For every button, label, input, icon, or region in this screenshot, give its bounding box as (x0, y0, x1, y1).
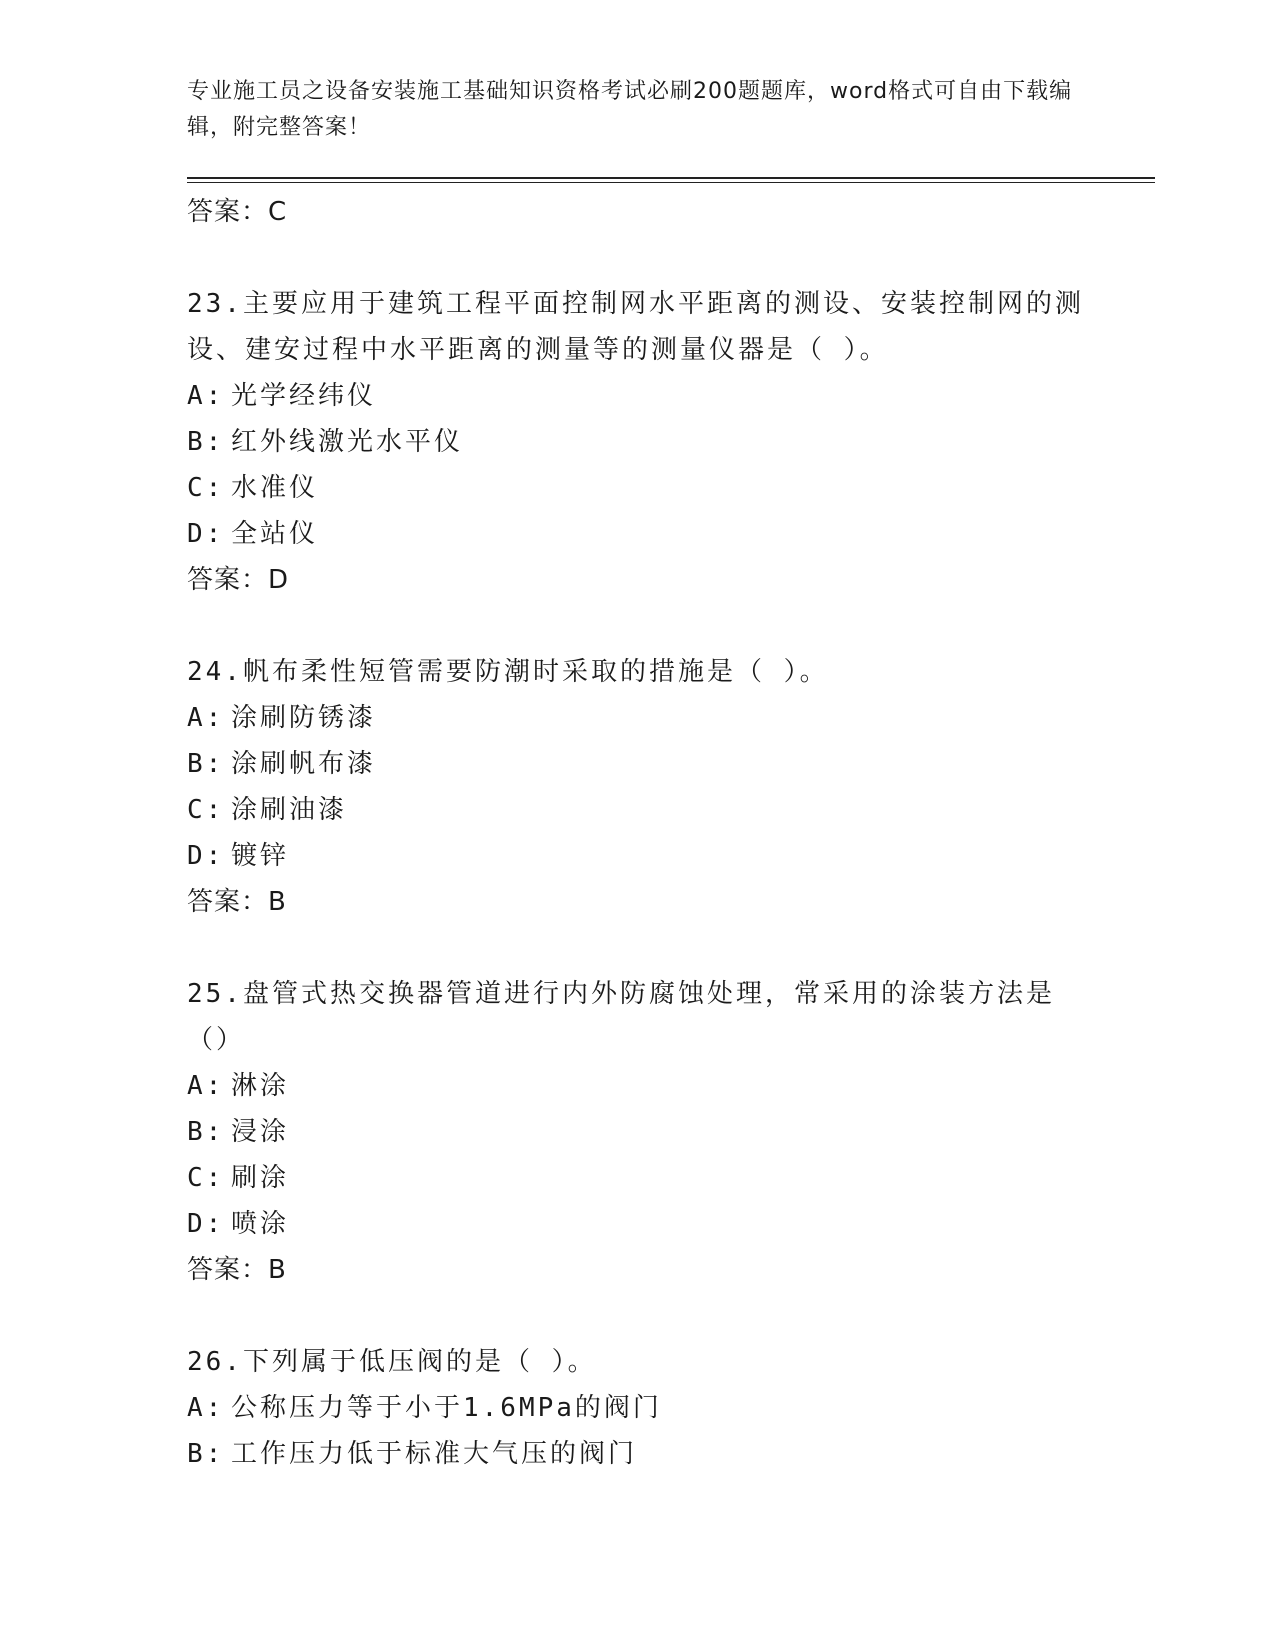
option-text: 淋涂 (231, 1071, 290, 1101)
answer: 答案：B (187, 887, 287, 917)
option-a (187, 1063, 1087, 1109)
option-b (187, 1431, 1087, 1477)
answer-previous: 答案：C (187, 197, 288, 227)
option-text: 红外线激光水平仪 (231, 427, 464, 457)
header-divider-thin (187, 182, 1155, 183)
spacer (187, 235, 1087, 281)
option-c (187, 787, 1087, 833)
question-text: 23.主要应用于建筑工程平面控制网水平距离的测设、安装控制网的测设、建安过程中水平距离的测量等的测量仪器是（ ）。 (187, 289, 1084, 365)
option-b (187, 419, 1087, 465)
option-text: 工作压力低于标准大气压的阀门 (231, 1439, 638, 1469)
question-text: 25.盘管式热交换器管道进行内外防腐蚀处理，常采用的涂装方法是（） (187, 979, 1055, 1055)
option-text: 公称压力等于小于1.6MPa的阀门 (231, 1393, 662, 1423)
option-text: 刷涂 (231, 1163, 290, 1193)
option-text: 涂刷防锈漆 (231, 703, 377, 733)
question-25 (187, 971, 1087, 1293)
option-text: 浸涂 (231, 1117, 290, 1147)
option-d (187, 833, 1087, 879)
option-text: 喷涂 (231, 1209, 290, 1239)
option-d (187, 1201, 1087, 1247)
spacer (187, 603, 1087, 649)
document-body (187, 189, 1087, 1477)
option-label: B: (187, 749, 225, 779)
option-text: 涂刷帆布漆 (231, 749, 377, 779)
answer: 答案：B (187, 1255, 287, 1285)
question-text: 26.下列属于低压阀的是（ ）。 (187, 1347, 597, 1377)
header-title: 专业施工员之设备安装施工基础知识资格考试必刷200题题库，word格式可自由下载编辑，附完整答案！ (187, 79, 1073, 140)
option-text: 全站仪 (231, 519, 319, 549)
option-label: D: (187, 1209, 225, 1239)
option-text: 水准仪 (231, 473, 319, 503)
option-text: 镀锌 (231, 841, 290, 871)
option-text: 光学经纬仪 (231, 381, 377, 411)
option-label: B: (187, 427, 225, 457)
spacer (187, 925, 1087, 971)
spacer (187, 1293, 1087, 1339)
option-label: D: (187, 519, 225, 549)
page-header (187, 74, 1087, 146)
question-text: 24.帆布柔性短管需要防潮时采取的措施是（ ）。 (187, 657, 829, 687)
answer: 答案：D (187, 565, 290, 595)
option-label: C: (187, 473, 225, 503)
option-a (187, 695, 1087, 741)
option-label: B: (187, 1439, 225, 1469)
option-c (187, 1155, 1087, 1201)
option-d (187, 511, 1087, 557)
option-b (187, 1109, 1087, 1155)
option-text: 涂刷油漆 (231, 795, 348, 825)
question-26 (187, 1339, 1087, 1477)
option-label: D: (187, 841, 225, 871)
option-b (187, 741, 1087, 787)
option-a (187, 373, 1087, 419)
header-divider (187, 177, 1155, 179)
option-label: C: (187, 1163, 225, 1193)
question-24 (187, 649, 1087, 925)
option-label: A: (187, 1393, 225, 1423)
option-label: A: (187, 381, 225, 411)
option-c (187, 465, 1087, 511)
option-label: A: (187, 703, 225, 733)
option-label: A: (187, 1071, 225, 1101)
question-23 (187, 281, 1087, 603)
option-a (187, 1385, 1087, 1431)
option-label: B: (187, 1117, 225, 1147)
option-label: C: (187, 795, 225, 825)
